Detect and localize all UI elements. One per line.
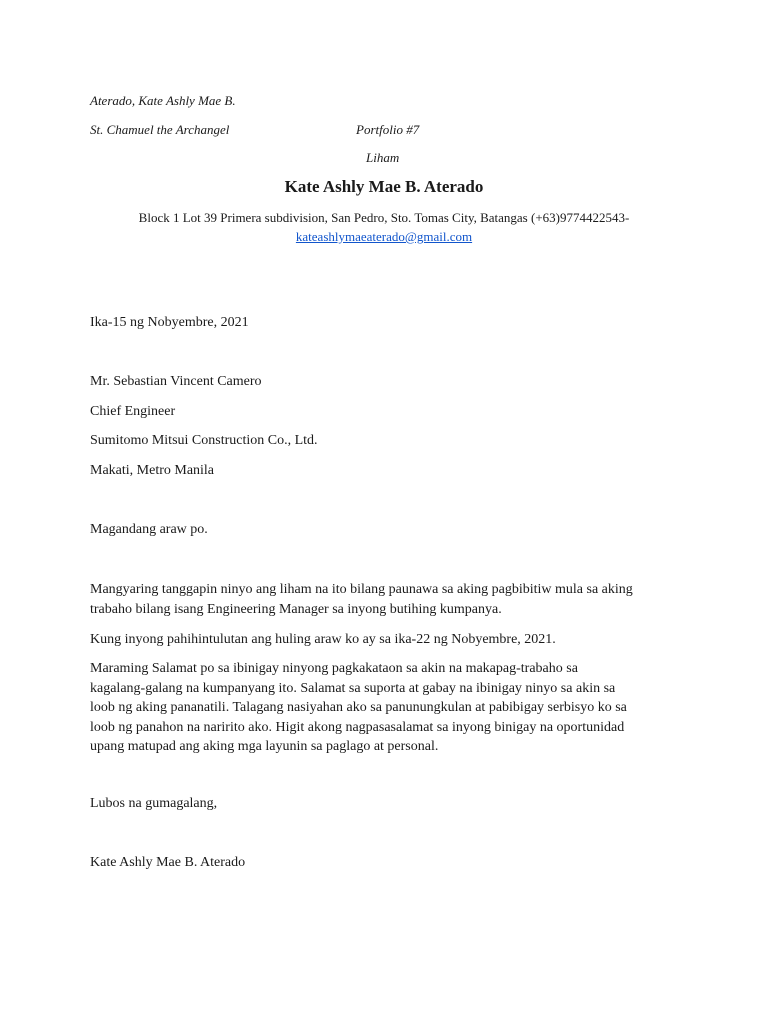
recipient-name: Mr. Sebastian Vincent Camero: [90, 374, 262, 389]
letter-date: Ika-15 ng Nobyembre, 2021: [90, 315, 249, 330]
section-label: St. Chamuel the Archangel: [90, 122, 230, 137]
letterhead-address: Block 1 Lot 39 Primera subdivision, San Pedro, Sto. Tomas City, Batangas (+63)9774422543-: [138, 210, 630, 225]
paragraph-line: kagalang-galang na kumpanyang ito. Salamat sa suporta at gabay na ibinigay ninyo sa akin sa: [90, 680, 616, 696]
paragraph-line: Mangyaring tanggapin ninyo ang liham na ito bilang paunawa sa aking pagbibitiw mula sa aking: [90, 582, 633, 597]
recipient-company: Sumitomo Mitsui Construction Co., Ltd.: [90, 433, 318, 448]
body-paragraph-2: [90, 630, 650, 650]
recipient-location: Makati, Metro Manila: [90, 463, 215, 478]
paragraph-line: upang matupad ang aking mga layunin sa paglago at personal.: [90, 739, 439, 754]
letterhead-name: Kate Ashly Mae B. Aterado: [284, 177, 484, 196]
closing: Lubos na gumagalang,: [90, 796, 218, 811]
portfolio-label: Portfolio #7: [356, 122, 420, 137]
body-paragraph-3: [90, 659, 650, 757]
paragraph-line: Maraming Salamat po sa ibinigay ninyong pagkakataon sa akin na makapag-trabaho sa: [90, 661, 578, 676]
document-type-label: Liham: [366, 150, 400, 165]
paragraph-line: Kung inyong pahihintulutan ang huling araw ko ay sa ika-22 ng Nobyembre, 2021.: [90, 632, 556, 647]
signature-name: Kate Ashly Mae B. Aterado: [90, 855, 246, 870]
paragraph-line: loob ng panahon na naririto ako. Higit akong nagpasasalamat sa inyong binigay na oportunidad: [90, 719, 625, 735]
email-link[interactable]: kateashlymaeaterado@gmail.com: [295, 229, 473, 244]
body-paragraph-1: [90, 580, 650, 619]
greeting: Magandang araw po.: [90, 522, 208, 537]
recipient-title: Chief Engineer: [90, 404, 176, 419]
letterhead-contact: [90, 208, 678, 246]
paragraph-line: trabaho bilang isang Engineering Manager sa inyong butihing kumpanya.: [90, 601, 502, 617]
student-name-header: Aterado, Kate Ashly Mae B.: [90, 93, 236, 108]
paragraph-line: loob ng aking pananatili. Talagang nasiyahan ako sa panunungkulan at pabibigay serbisyo ko sa: [90, 700, 627, 715]
